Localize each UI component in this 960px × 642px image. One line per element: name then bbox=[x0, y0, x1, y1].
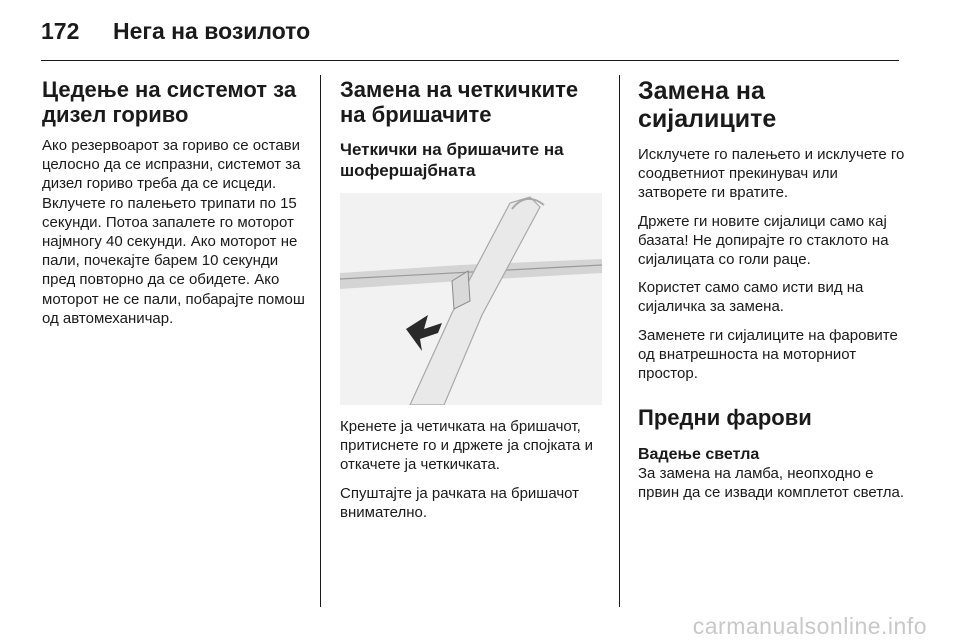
running-title: Нега на возилото bbox=[113, 18, 311, 44]
wiper-illustration bbox=[340, 193, 602, 405]
bulbs-para-4: Заменете ги сијалиците на фаровите од внатрешноста на моторниот простор. bbox=[638, 326, 898, 383]
bulbs-para-2: Држете ги новите сијалици само кај базата! Не допирајте го стаклото на сијалицата со голи раце. bbox=[638, 212, 889, 269]
wiper-heading: Замена на четкичките на бришачите bbox=[340, 77, 579, 127]
bulbs-para-1: Исклучете го палењето и исклучете го соодветниот прекинувач или затворете ги вратите. bbox=[638, 146, 905, 202]
column-bulb-replacement bbox=[638, 77, 908, 503]
diesel-drain-body: Ако резервоарот за гориво се остави целосно да се испразни, системот за дизел гориво треба да се исцеди. Вклучете го палењето трипати по 15 секунди. Потоа запалете го моторот најмногу 40 секунди. Ако моторот не пали, почекајте барем 10 секунди пред повторно да се обидете. Ако моторот не се пали, побарајте помош од автомеханичар. bbox=[42, 137, 305, 327]
page-number: 172 bbox=[41, 18, 80, 44]
headlights-heading: Предни фарови bbox=[638, 405, 812, 431]
header-rule bbox=[41, 60, 899, 61]
column-divider-right bbox=[619, 75, 620, 607]
bulbs-para-3: Користет само само исти вид на сијаличка за замена. bbox=[638, 279, 864, 316]
watermark: carmanualsonline.info bbox=[692, 613, 927, 639]
column-divider-left bbox=[320, 75, 321, 607]
bulbs-heading: Замена на сијалиците bbox=[638, 77, 777, 133]
diesel-drain-heading: Цедење на системот за дизел гориво bbox=[42, 77, 297, 127]
wiper-subheading: Четкички на бришачите на шофершајбната bbox=[340, 140, 564, 180]
wiper-para-2: Спуштајте ја рачката на бришачот внимателно. bbox=[340, 484, 580, 521]
wiper-para-1: Кренете ја четичката на бришачот, притиснете го и држете ја спојката и откачете ја четкичката. bbox=[340, 418, 593, 474]
column-wiper-blades bbox=[340, 77, 608, 522]
column-diesel-drain bbox=[42, 77, 310, 328]
light-removal-body: За замена на ламба, неопходно е првин да се извади комплетот светла. bbox=[638, 465, 905, 502]
light-removal-subheading: Вадење светла bbox=[638, 446, 760, 464]
